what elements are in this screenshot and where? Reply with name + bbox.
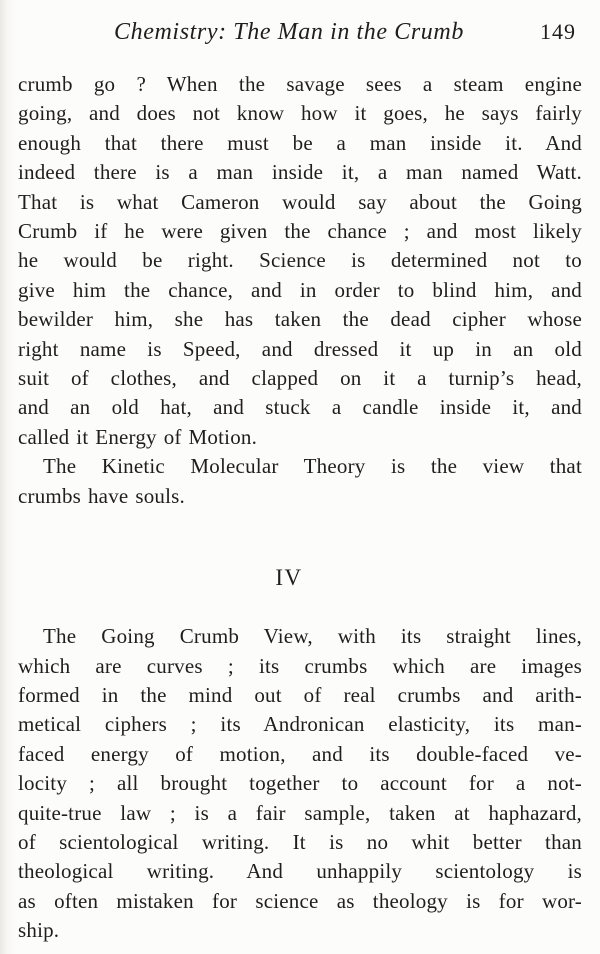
text-line: theological writing. And unhappily scientology is bbox=[18, 859, 582, 884]
text-line: quite-true law ; is a fair sample, taken at haphazard, bbox=[18, 800, 582, 825]
text-line: indeed there is a man inside it, a man named Watt. bbox=[18, 160, 582, 185]
text-line: metical ciphers ; its Andronican elasticity, its man- bbox=[18, 712, 582, 737]
running-head bbox=[18, 16, 582, 48]
page-number: 149 bbox=[540, 19, 576, 44]
text-line: as often mistaken for science as theology is for wor- bbox=[18, 888, 582, 913]
section-heading: IV bbox=[275, 565, 303, 591]
text-line: he would be right. Science is determined not to bbox=[18, 248, 582, 273]
text-line: suit of clothes, and clapped on it a turnip’s head, bbox=[18, 366, 582, 391]
paragraph-kinetic-theory bbox=[18, 452, 582, 511]
text-line: crumb go ? When the savage sees a steam engine bbox=[18, 72, 582, 96]
text-line: right name is Speed, and dressed it up in an old bbox=[18, 336, 582, 361]
text-line: of scientological writing. It is no whit better than bbox=[18, 829, 582, 854]
text-line: That is what Cameron would say about the Going bbox=[18, 189, 582, 214]
text-line: formed in the mind out of real crumbs and arith- bbox=[18, 682, 582, 707]
text-line: The Going Crumb View, with its straight lines, bbox=[43, 624, 582, 649]
text-line: called it Energy of Motion. bbox=[18, 424, 258, 449]
text-line: Crumb if he were given the chance ; and most likely bbox=[18, 219, 582, 244]
text-line: crumbs have souls. bbox=[18, 483, 185, 508]
text-line: going, and does not know how it goes, he says fairly bbox=[18, 101, 582, 126]
text-line: The Kinetic Molecular Theory is the view that bbox=[43, 454, 582, 479]
paragraph-going-crumb-view bbox=[18, 622, 582, 945]
text-line: and an old hat, and stuck a candle inside it, and bbox=[18, 395, 582, 420]
text-line: bewilder him, she has taken the dead cipher whose bbox=[18, 307, 582, 332]
page-header-title: Chemistry: The Man in the Crumb bbox=[114, 19, 464, 45]
text-line: give him the chance, and in order to blind him, and bbox=[18, 277, 582, 302]
text-line: enough that there must be a man inside it. And bbox=[18, 130, 582, 155]
text-line: faced energy of motion, and its double-faced ve- bbox=[18, 741, 582, 766]
paragraph-continuation bbox=[18, 70, 582, 452]
text-line: locity ; all brought together to account for a not- bbox=[18, 771, 582, 796]
text-line: ship. bbox=[18, 918, 60, 943]
text-line: which are curves ; its crumbs which are images bbox=[18, 653, 582, 678]
